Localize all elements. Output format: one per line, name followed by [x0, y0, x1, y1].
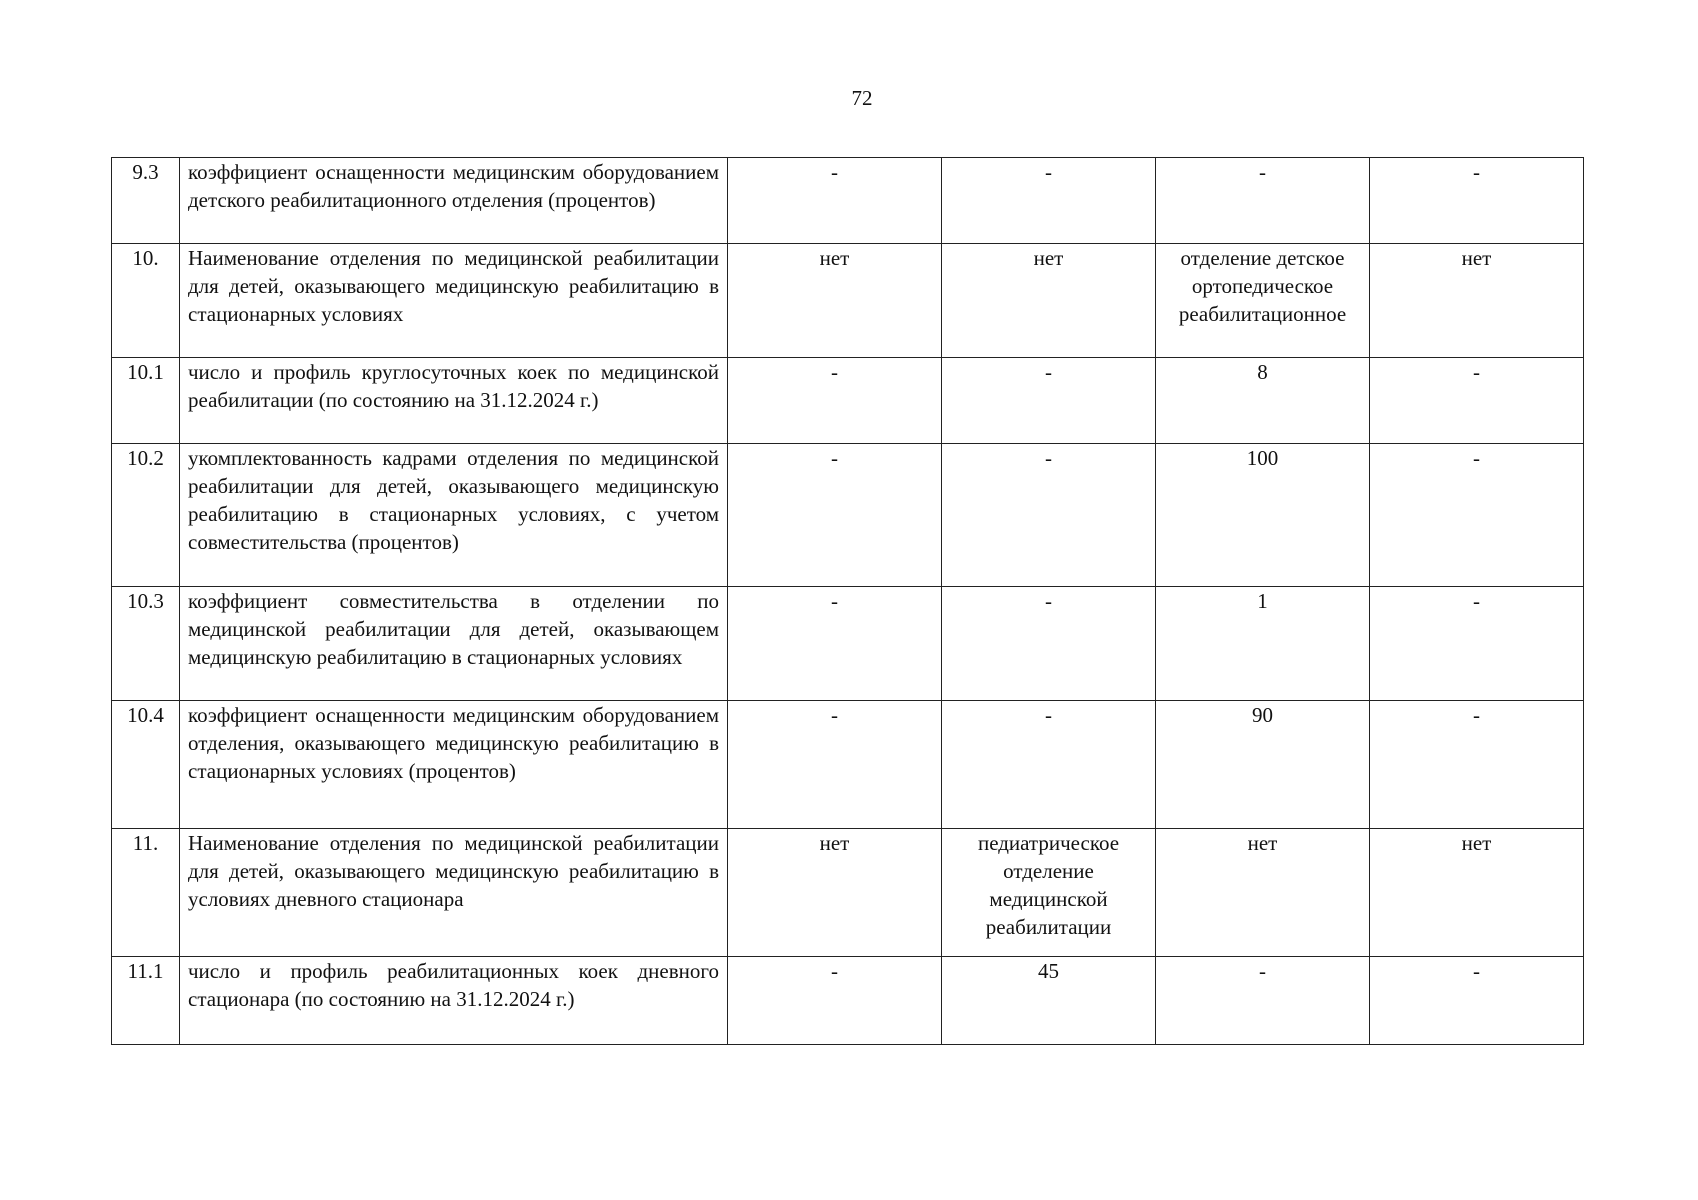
cell-value: - — [942, 701, 1156, 829]
row-number: 11. — [112, 829, 180, 957]
row-description: Наименование отделения по медицинской реабилитации для детей, оказывающего медицинскую реабилитацию в условиях дневного стационара — [180, 829, 728, 957]
row-description: коэффициент оснащенности медицинским оборудованием детского реабилитационного отделения (процентов) — [180, 158, 728, 244]
row-number: 10.2 — [112, 444, 180, 587]
table-row — [112, 358, 1584, 444]
cell-value: - — [1370, 701, 1584, 829]
row-number: 10.3 — [112, 587, 180, 701]
cell-value: педиатрическое отделение медицинской реабилитации — [942, 829, 1156, 957]
table-row — [112, 829, 1584, 957]
table-row — [112, 244, 1584, 358]
row-description: укомплектованность кадрами отделения по медицинской реабилитации для детей, оказывающего медицинскую реабилитацию в стационарных условиях, с учетом совместительства (процентов) — [180, 444, 728, 587]
cell-value: - — [1156, 158, 1370, 244]
row-description: коэффициент совместительства в отделении по медицинской реабилитации для детей, оказывающем медицинскую реабилитацию в стационарных условиях — [180, 587, 728, 701]
cell-value: нет — [728, 829, 942, 957]
table-row — [112, 444, 1584, 587]
cell-value: - — [942, 444, 1156, 587]
row-description: число и профиль круглосуточных коек по медицинской реабилитации (по состоянию на 31.12.2024 г.) — [180, 358, 728, 444]
cell-value: 1 — [1156, 587, 1370, 701]
cell-value: - — [728, 158, 942, 244]
row-number: 10. — [112, 244, 180, 358]
cell-value: нет — [942, 244, 1156, 358]
table-row — [112, 587, 1584, 701]
cell-value: - — [728, 957, 942, 1045]
table-row — [112, 957, 1584, 1045]
row-description: число и профиль реабилитационных коек дневного стационара (по состоянию на 31.12.2024 г.) — [180, 957, 728, 1045]
row-number: 9.3 — [112, 158, 180, 244]
cell-value: - — [942, 158, 1156, 244]
cell-value: - — [728, 444, 942, 587]
cell-value: - — [1370, 358, 1584, 444]
cell-value: нет — [1156, 829, 1370, 957]
cell-value: 8 — [1156, 358, 1370, 444]
page-number: 72 — [851, 86, 873, 110]
row-number: 10.1 — [112, 358, 180, 444]
cell-value: нет — [728, 244, 942, 358]
cell-value: - — [1370, 957, 1584, 1045]
table-row — [112, 701, 1584, 829]
row-description: Наименование отделения по медицинской реабилитации для детей, оказывающего медицинскую реабилитацию в стационарных условиях — [180, 244, 728, 358]
cell-value: нет — [1370, 244, 1584, 358]
cell-value: - — [1370, 158, 1584, 244]
cell-value: - — [942, 587, 1156, 701]
table-row — [112, 158, 1584, 244]
cell-value: - — [728, 358, 942, 444]
cell-value: - — [728, 587, 942, 701]
cell-value: - — [728, 701, 942, 829]
row-number: 11.1 — [112, 957, 180, 1045]
cell-value: нет — [1370, 829, 1584, 957]
cell-value: - — [1370, 444, 1584, 587]
cell-value: - — [1370, 587, 1584, 701]
cell-value: 90 — [1156, 701, 1370, 829]
data-table — [111, 157, 1584, 1045]
cell-value: отделение детское ортопедическое реабилитационное — [1156, 244, 1370, 358]
cell-value: - — [1156, 957, 1370, 1045]
cell-value: 100 — [1156, 444, 1370, 587]
cell-value: 45 — [942, 957, 1156, 1045]
row-number: 10.4 — [112, 701, 180, 829]
cell-value: - — [942, 358, 1156, 444]
row-description: коэффициент оснащенности медицинским оборудованием отделения, оказывающего медицинскую реабилитацию в стационарных условиях (процентов) — [180, 701, 728, 829]
